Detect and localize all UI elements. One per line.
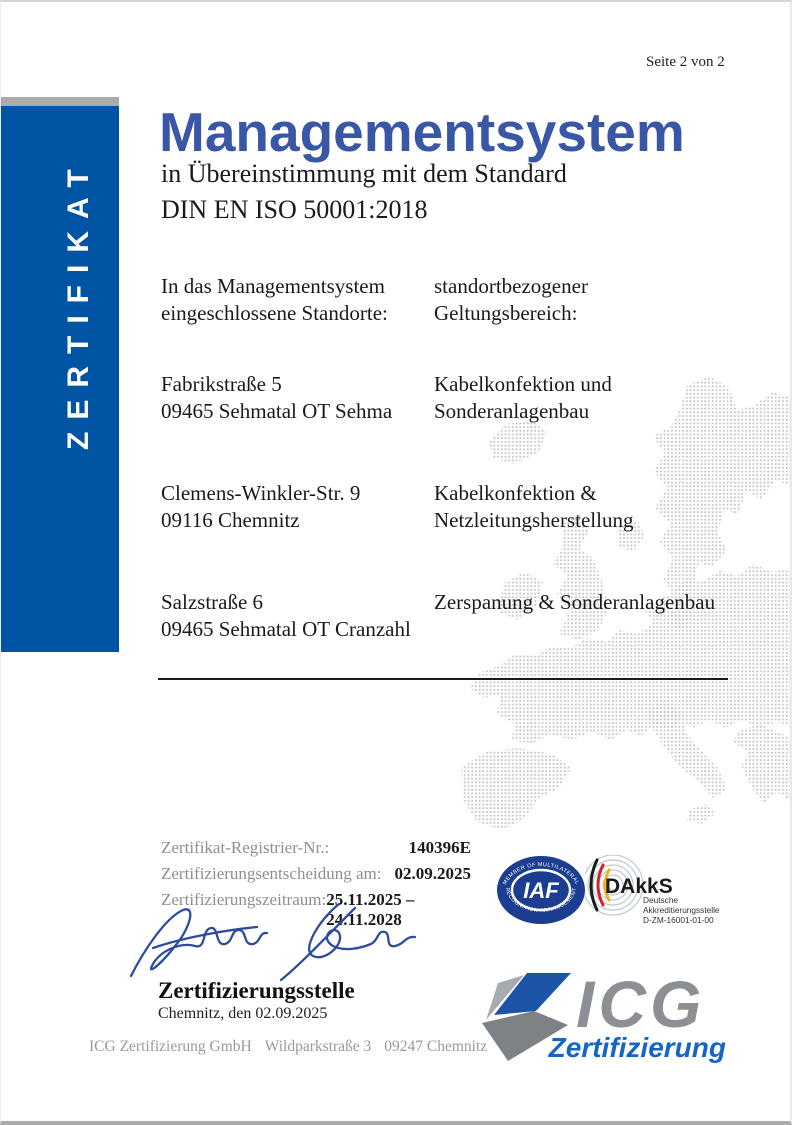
sites-header-line-1: In das Managementsystem [161,274,385,298]
iaf-ring-bottom-text: RECOGNITION ARRANGEMENT [503,887,579,915]
site-address-3 [161,589,411,643]
icg-logo [474,965,730,1065]
registry-number-label: Zertifikat-Registrier-Nr.: [161,838,330,857]
dakks-arc-black [591,860,597,910]
page-number: Seite 2 von 2 [646,54,725,70]
dakks-logo [585,855,741,929]
scope-2-line-1: Kabelkonfektion & [434,481,597,505]
icg-name-text: ICG [576,967,706,1041]
certification-period-label: Zertifizierungszeitraum: [161,890,327,909]
scope-header-line-2: Geltungsbereich: [434,301,578,325]
decision-date-label: Zertifizierungsentscheidung am: [161,864,382,883]
map-balkans [733,724,792,804]
footer-city: 09247 Chemnitz [384,1038,488,1055]
page-subtitle [161,156,567,228]
site-1-street: Fabrikstraße 5 [161,372,282,396]
map-iberia [461,748,571,830]
site-1-city: 09465 Sehmatal OT Sehma [161,399,393,423]
site-3-city: 09465 Sehmatal OT Cranzahl [161,617,411,641]
subtitle-line-1: in Übereinstimmung mit dem Standard [161,159,567,188]
signature-place-date: Chemnitz, den 02.09.2025 [158,1005,328,1022]
dakks-line-2: Akkreditierungsstelle [643,905,720,915]
sidebar-gray-cap [1,97,119,106]
site-scope-1 [434,371,612,425]
certification-period-value: 25.11.2025 – 24.11.2028 [326,890,415,929]
site-2-street: Clemens-Winkler-Str. 9 [161,481,361,505]
detail-row-decision [161,864,471,890]
decision-date-value: 02.09.2025 [394,864,471,883]
site-scope-2 [434,480,633,534]
registry-number-value: 140396E [408,838,471,857]
iaf-center-text: IAF [523,878,559,903]
map-scandinavia [653,376,792,600]
page-title: Managementsystem [159,101,685,163]
certification-office-label: Zertifizierungsstelle [158,978,355,1003]
sites-header-line-2: eingeschlossene Standorte: [161,301,388,325]
sidebar-blue-band [1,106,119,652]
site-address-2 [161,480,360,534]
icg-sub-text: Zertifizierung [548,1032,726,1063]
dakks-line-3: D-ZM-16001-01-00 [643,915,714,925]
scope-1-line-2: Sonderanlagenbau [434,399,590,423]
footer-company: ICG Zertifizierung GmbH [89,1038,252,1055]
subtitle-line-2: DIN EN ISO 50001:2018 [161,195,428,224]
dakks-name-text: DAkkS [605,875,673,898]
scope-column-header [434,273,588,327]
map-iceland [489,420,547,464]
detail-row-registry [161,838,471,864]
site-2-city: 09116 Chemnitz [161,508,300,532]
signature-scribble [123,900,423,990]
scope-header-line-1: standortbezogener [434,274,588,298]
scope-1-line-1: Kabelkonfektion und [434,372,612,396]
scope-2-line-2: Netzleitungsherstellung [434,508,634,532]
site-scope-3 [434,589,715,616]
site-address-1 [161,371,392,425]
scope-3-line-1: Zerspanung & Sonderanlagenbau [434,590,716,614]
sites-column-header [161,273,388,327]
map-sicily [687,804,715,824]
dakks-line-1: Deutsche [643,895,679,905]
footer-street: Wildparkstraße 3 [264,1038,372,1055]
site-3-street: Salzstraße 6 [161,590,264,614]
iaf-ring-top-text: MEMBER OF MULTILATERAL [502,861,580,886]
footer-address [89,1038,487,1056]
iaf-logo [495,854,587,926]
sidebar-vertical-label: ZERTIFIKAT [62,157,95,451]
horizontal-divider [158,678,728,680]
